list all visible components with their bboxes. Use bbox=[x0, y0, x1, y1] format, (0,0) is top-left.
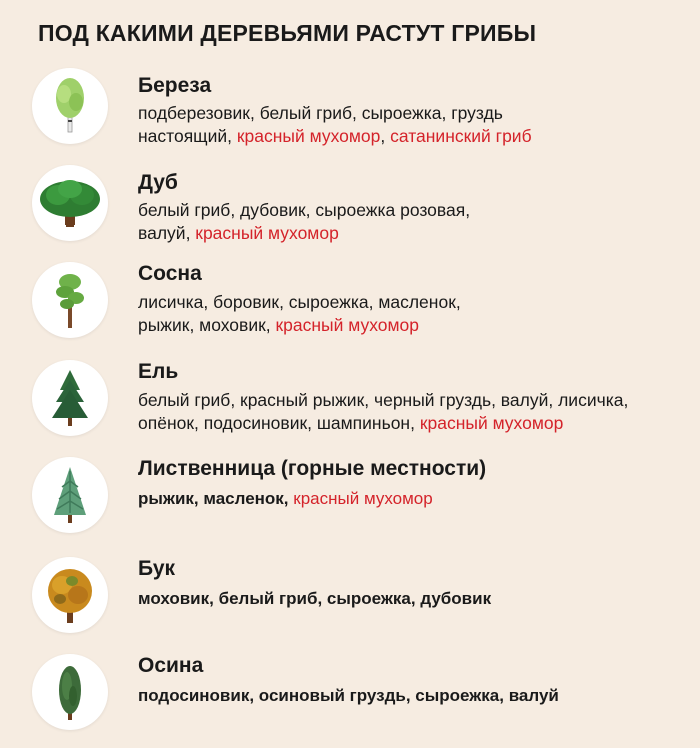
larch-tree-icon bbox=[32, 457, 108, 533]
mushroom-list bbox=[138, 291, 693, 337]
tree-name: Бук bbox=[138, 557, 176, 580]
mushroom-line: подберезовик, белый гриб, сыроежка, груздь bbox=[138, 103, 503, 123]
pine-tree-icon bbox=[32, 262, 108, 338]
mushroom-line: валуй, красный мухомор bbox=[138, 223, 339, 243]
birch-tree-icon bbox=[32, 68, 108, 144]
page-title: ПОД КАКИМИ ДЕРЕВЬЯМИ РАСТУТ ГРИБЫ bbox=[38, 20, 537, 46]
poisonous-mushroom: сатанинский гриб bbox=[390, 126, 532, 146]
mushroom-line: опёнок, подосиновик, шампиньон, красный мухомор bbox=[138, 413, 564, 433]
mushroom-line: моховик, белый гриб, сыроежка, дубовик bbox=[138, 589, 492, 608]
mushroom-list bbox=[138, 487, 693, 510]
spruce-tree-icon bbox=[32, 360, 108, 436]
tree-name: Осина bbox=[138, 654, 204, 677]
mushroom-list bbox=[138, 684, 693, 707]
tree-name: Береза bbox=[138, 74, 212, 97]
poisonous-mushroom: красный мухомор bbox=[419, 413, 564, 433]
mushroom-line: настоящий, красный мухомор, сатанинский гриб bbox=[138, 126, 532, 146]
aspen-tree-icon bbox=[32, 654, 108, 730]
mushroom-list bbox=[138, 102, 693, 148]
oak-tree-icon bbox=[32, 165, 108, 241]
mushroom-list bbox=[138, 199, 693, 245]
tree-name: Дуб bbox=[138, 171, 178, 194]
poisonous-mushroom: красный мухомор bbox=[195, 223, 339, 243]
mushroom-line: лисичка, боровик, сыроежка, масленок, bbox=[138, 292, 461, 312]
poisonous-mushroom: красный мухомор bbox=[236, 126, 381, 146]
mushroom-list bbox=[138, 587, 693, 610]
mushroom-line: подосиновик, осиновый груздь, сыроежка, валуй bbox=[138, 686, 559, 705]
mushroom-line: рыжик, масленок, красный мухомор bbox=[138, 489, 433, 508]
mushroom-line: белый гриб, красный рыжик, черный груздь, валуй, лисичка, bbox=[138, 390, 629, 410]
tree-name: Лиственница (горные местности) bbox=[138, 457, 487, 480]
poisonous-mushroom: красный мухомор bbox=[275, 315, 419, 335]
tree-name: Ель bbox=[138, 360, 179, 383]
mushroom-line: рыжик, моховик, красный мухомор bbox=[138, 315, 419, 335]
tree-name: Сосна bbox=[138, 262, 202, 285]
mushroom-list bbox=[138, 389, 693, 435]
beech-tree-icon bbox=[32, 557, 108, 633]
poisonous-mushroom: красный мухомор bbox=[293, 489, 433, 508]
mushroom-line: белый гриб, дубовик, сыроежка розовая, bbox=[138, 200, 471, 220]
